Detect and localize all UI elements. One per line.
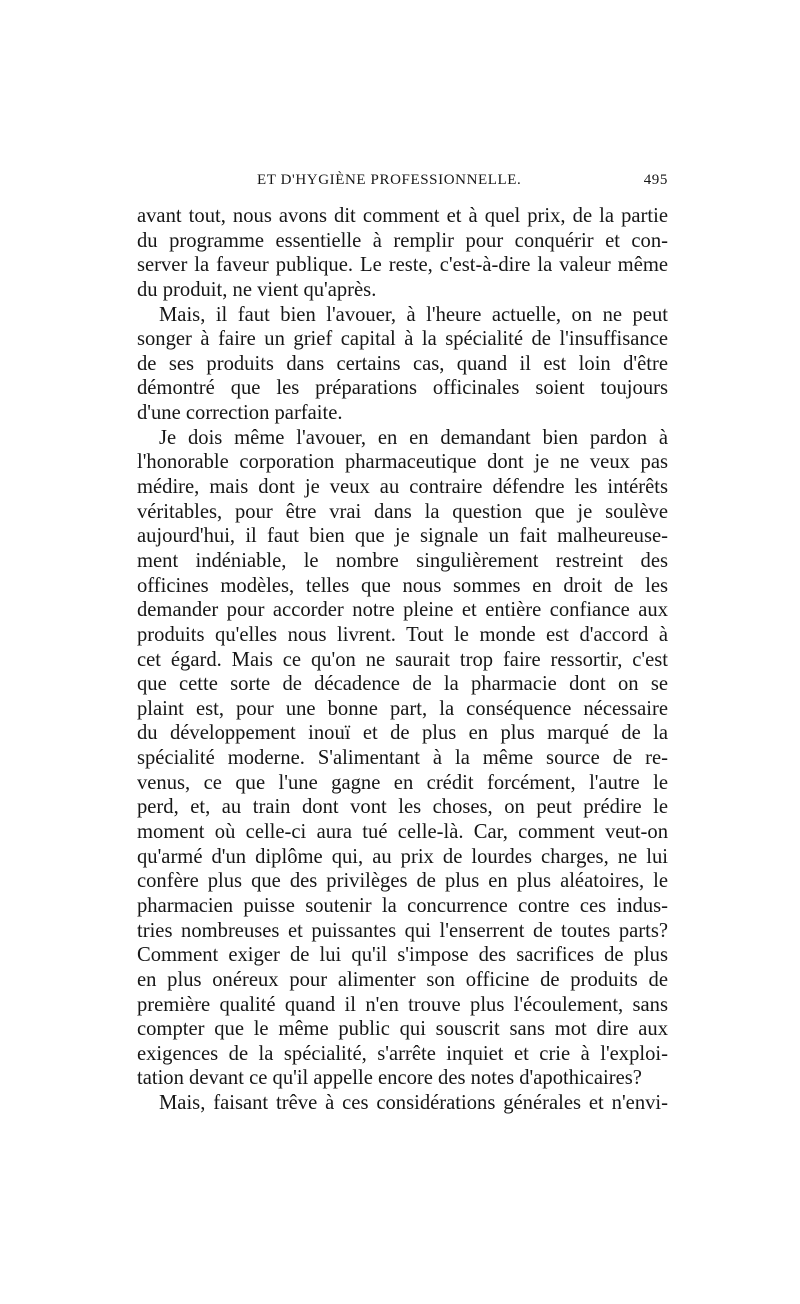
text-line: server la faveur publique. Le reste, c'est-à-dire la valeur même	[137, 254, 668, 277]
page-header	[137, 172, 668, 196]
text-line: d'une correction parfaite.	[137, 402, 343, 425]
text-line: officines modèles, telles que nous sommes en droit de les	[137, 574, 668, 597]
text-line: confère plus que des privilèges de plus en plus aléatoires, le	[137, 870, 668, 893]
text-line: l'honorable corporation pharmaceutique dont je ne veux pas	[137, 451, 668, 474]
text-line: tries nombreuses et puissantes qui l'enserrent de toutes parts?	[137, 919, 668, 942]
text-line: plaint est, pour une bonne part, la conséquence nécessaire	[137, 697, 668, 720]
text-line: Je dois même l'avouer, en en demandant bien pardon à	[159, 426, 668, 449]
text-line: médire, mais dont je veux au contraire défendre les intérêts	[137, 476, 668, 499]
text-line: du développement inouï et de plus en plus marqué de la	[137, 722, 668, 745]
text-line: véritables, pour être vrai dans la question que je soulève	[137, 500, 668, 523]
text-line: moment où celle-ci aura tué celle-là. Car, comment veut-on	[137, 821, 668, 844]
running-head: ET D'HYGIÈNE PROFESSIONNELLE.	[257, 172, 522, 188]
text-line: aujourd'hui, il faut bien que je signale un fait malheureuse-	[137, 525, 668, 548]
text-line: exigences de la spécialité, s'arrête inquiet et crie à l'exploi-	[137, 1042, 668, 1065]
text-line: première qualité quand il n'en trouve plus l'écoulement, sans	[137, 993, 668, 1016]
text-line: Mais, il faut bien l'avouer, à l'heure actuelle, on ne peut	[159, 303, 668, 326]
text-line: perd, et, au train dont vont les choses, on peut prédire le	[137, 796, 668, 819]
text-line: avant tout, nous avons dit comment et à quel prix, de la partie	[137, 205, 668, 227]
text-line: Comment exiger de lui qu'il s'impose des sacrifices de plus	[137, 944, 668, 967]
text-line: que cette sorte de décadence de la pharmacie dont on se	[137, 673, 668, 696]
text-line: spécialité moderne. S'alimentant à la même source de re-	[137, 747, 668, 770]
text-line: en plus onéreux pour alimenter son officine de produits de	[137, 968, 668, 991]
text-line: venus, ce que l'une gagne en crédit forcément, l'autre le	[137, 771, 668, 794]
text-line: compter que le même public qui souscrit sans mot dire aux	[137, 1018, 668, 1041]
text-line: de ses produits dans certains cas, quand il est loin d'être	[137, 352, 668, 375]
text-line: qu'armé d'un diplôme qui, au prix de lourdes charges, ne lui	[137, 845, 668, 868]
text-line: tation devant ce qu'il appelle encore des notes d'apothicaires?	[137, 1067, 642, 1090]
text-line: du produit, ne vient qu'après.	[137, 278, 377, 301]
text-line: cet égard. Mais ce qu'on ne saurait trop faire ressortir, c'est	[137, 648, 668, 671]
text-line: demander pour accorder notre pleine et entière confiance aux	[137, 599, 668, 622]
text-line: Mais, faisant trêve à ces considérations générales et n'envi-	[159, 1092, 668, 1115]
text-line: du programme essentielle à remplir pour conquérir et con-	[137, 229, 668, 252]
text-line: produits qu'elles nous livrent. Tout le monde est d'accord à	[137, 623, 668, 646]
text-line: pharmacien puisse soutenir la concurrence contre ces indus-	[137, 894, 668, 917]
text-line: démontré que les préparations officinales soient toujours	[137, 377, 668, 400]
page-number: 495	[643, 172, 668, 188]
body-text	[137, 204, 668, 1116]
text-line: ment indéniable, le nombre singulièrement restreint des	[137, 549, 668, 572]
text-line: songer à faire un grief capital à la spécialité de l'insuffisance	[137, 328, 668, 351]
